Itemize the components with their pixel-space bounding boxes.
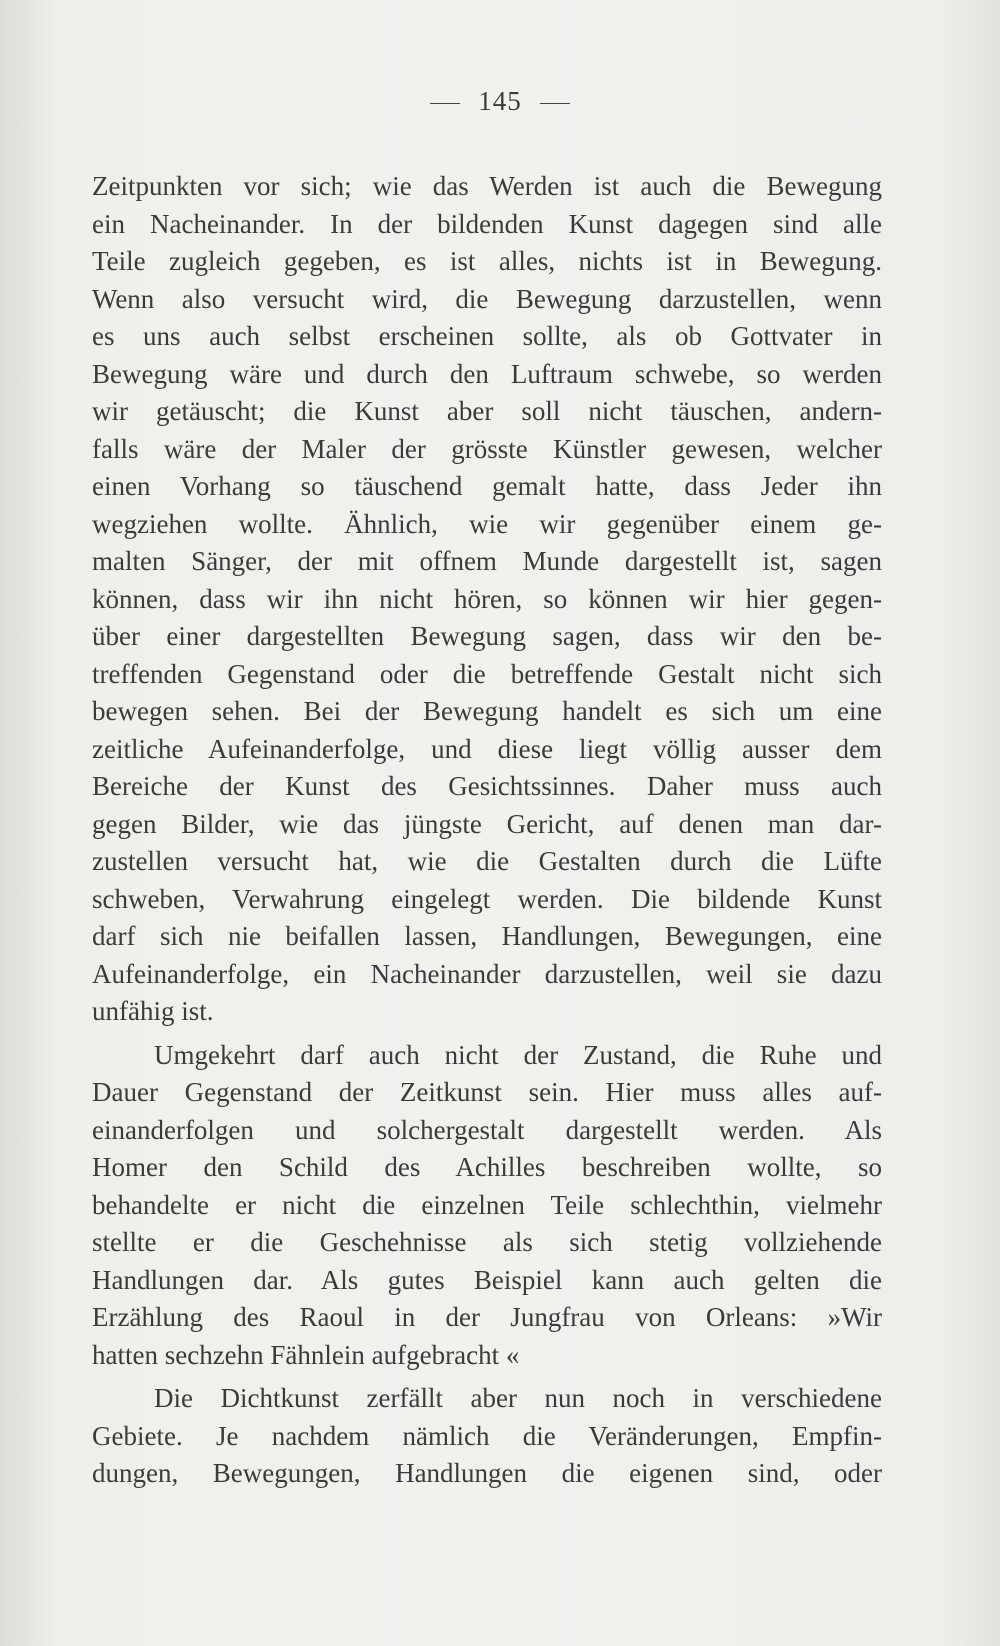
- text-line: über einer dargestellten Bewegung sagen, dass wir den be-: [92, 621, 882, 651]
- text-line: Bewegung wäre und durch den Luftraum schwebe, so werden: [92, 358, 882, 389]
- text-line: zeitliche Aufeinanderfolge, und diese liegt völlig ausser dem: [92, 733, 882, 764]
- text-line: Wenn also versucht wird, die Bewegung darzustellen, wenn: [92, 283, 882, 314]
- body-text: [92, 168, 882, 1493]
- text-line: können, dass wir ihn nicht hören, so können wir hier gegen-: [92, 583, 882, 614]
- paragraph: [92, 168, 882, 1031]
- text-line: Homer den Schild des Achilles beschreiben wollte, so: [92, 1152, 882, 1182]
- text-line: Gebiete. Je nachdem nämlich die Veränderungen, Empfin-: [92, 1420, 882, 1451]
- text-line: hatten sechzehn Fähnlein aufgebracht «: [92, 1339, 520, 1370]
- text-line: schweben, Verwahrung eingelegt werden. Die bildende Kunst: [92, 883, 882, 914]
- text-line: behandelte er nicht die einzelnen Teile schlechthin, vielmehr: [92, 1189, 882, 1220]
- text-line: gegen Bilder, wie das jüngste Gericht, auf denen man dar-: [92, 808, 882, 839]
- text-line: Zeitpunkten vor sich; wie das Werden ist auch die Bewegung: [92, 171, 882, 201]
- text-line: wegziehen wollte. Ähnlich, wie wir gegenüber einem ge-: [92, 508, 882, 539]
- text-line: einanderfolgen und solchergestalt dargestellt werden. Als: [92, 1114, 882, 1145]
- page-header: [0, 86, 1000, 117]
- header-dash-left: [430, 103, 460, 104]
- text-line: bewegen sehen. Bei der Bewegung handelt es sich um eine: [92, 696, 882, 726]
- text-line: Teile zugleich gegeben, es ist alles, nichts ist in Bewegung.: [92, 246, 882, 276]
- text-line: malten Sänger, der mit offnem Munde dargestellt ist, sagen: [92, 546, 882, 576]
- text-line: Erzählung des Raoul in der Jungfrau von Orleans: »Wir: [92, 1302, 882, 1332]
- paragraph: [92, 1380, 882, 1493]
- text-line: stellte er die Geschehnisse als sich stetig vollziehende: [92, 1227, 882, 1257]
- text-line: Handlungen dar. Als gutes Beispiel kann auch gelten die: [92, 1264, 882, 1295]
- page-number: 145: [478, 86, 522, 116]
- text-line: treffenden Gegenstand oder die betreffende Gestalt nicht sich: [92, 658, 882, 689]
- text-line: unfähig ist.: [92, 996, 214, 1026]
- text-line: ein Nacheinander. In der bildenden Kunst dagegen sind alle: [92, 208, 882, 239]
- text-line: dungen, Bewegungen, Handlungen die eigenen sind, oder: [92, 1458, 882, 1488]
- text-line: Bereiche der Kunst des Gesichtssinnes. Daher muss auch: [92, 771, 882, 801]
- text-line: Dauer Gegenstand der Zeitkunst sein. Hier muss alles auf-: [92, 1077, 882, 1107]
- text-line: einen Vorhang so täuschend gemalt hatte, dass Jeder ihn: [92, 471, 882, 501]
- paragraph: [92, 1037, 882, 1375]
- text-line: falls wäre der Maler der grösste Künstler gewesen, welcher: [92, 433, 882, 464]
- text-line: Die Dichtkunst zerfällt aber nun noch in verschiedene: [154, 1383, 882, 1413]
- text-line: Umgekehrt darf auch nicht der Zustand, die Ruhe und: [154, 1039, 882, 1070]
- text-line: wir getäuscht; die Kunst aber soll nicht täuschen, andern-: [92, 396, 882, 426]
- header-dash-right: [540, 103, 570, 104]
- text-line: zustellen versucht hat, wie die Gestalten durch die Lüfte: [92, 846, 882, 876]
- text-line: Aufeinanderfolge, ein Nacheinander darzustellen, weil sie dazu: [92, 958, 882, 989]
- text-line: darf sich nie beifallen lassen, Handlungen, Bewegungen, eine: [92, 921, 882, 951]
- text-line: es uns auch selbst erscheinen sollte, als ob Gottvater in: [92, 321, 882, 351]
